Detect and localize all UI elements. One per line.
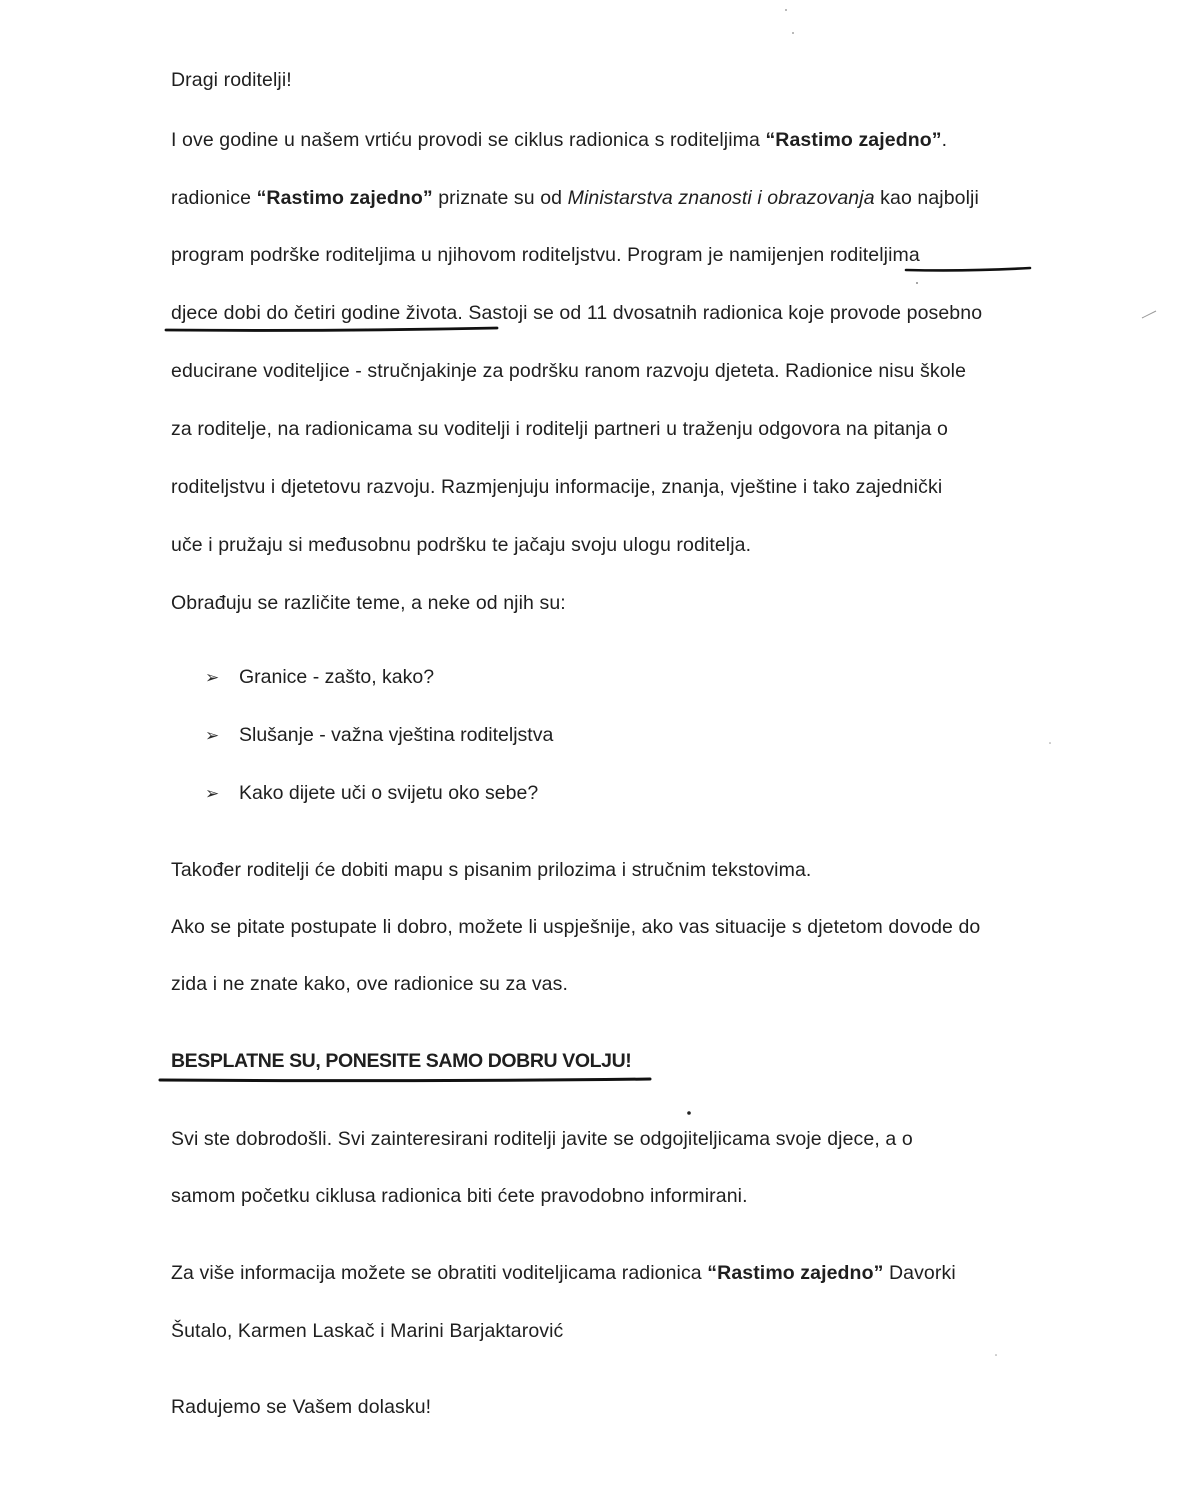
intro-line-2 [171, 186, 979, 210]
topic-item [205, 781, 538, 806]
underline-target-age [166, 328, 497, 330]
intro-line-3: program podrške roditeljima u njihovom roditeljstvu. Program je namijenjen roditeljima [171, 244, 920, 266]
invitation-line-1: Ako se pitate postupate li dobro, možete li uspješnije, ako vas situacije s djetetom dovode do [171, 916, 981, 938]
contact-line-1 [171, 1261, 956, 1285]
scan-speck [1142, 311, 1156, 318]
welcome-line-2: samom početku ciklusa radionica biti ćete pravodobno informirani. [171, 1185, 748, 1207]
closing: Radujemo se Vašem dolasku! [171, 1396, 432, 1418]
intro-text: I ove godine u našem vrtiću provodi se ciklus radionica s roditeljima [171, 129, 766, 151]
intro-text: kao najbolji [874, 187, 979, 209]
program-name: “Rastimo zajedno” [256, 187, 433, 209]
program-name: “Rastimo zajedno” [765, 129, 942, 151]
program-name: “Rastimo zajedno” [707, 1262, 884, 1284]
contact-line-2: Šutalo, Karmen Laskač i Marini Barjaktarović [171, 1320, 564, 1342]
greeting: Dragi roditelji! [171, 68, 292, 91]
welcome-line-1: Svi ste dobrodošli. Svi zainteresirani roditelji javite se odgojiteljicama svoje djece, a o [171, 1128, 913, 1150]
intro-text: radionice [171, 187, 257, 209]
intro-text: Sastoji se od 11 dvosatnih radionica koje provode posebno [462, 302, 983, 324]
scan-speck [1049, 742, 1051, 744]
intro-line-7: roditeljstvu i djetetovu razvoju. Razmjenjuju informacije, znanja, vještine i tako zajednički [171, 476, 943, 498]
free-heading: BESPLATNE SU, PONESITE SAMO DOBRU VOLJU! [171, 1050, 632, 1072]
topic-text: Slušanje - važna vještina roditeljstva [239, 724, 554, 746]
topic-text: Kako dijete uči o svijetu oko sebe? [239, 782, 539, 804]
underline-free-heading [160, 1079, 650, 1081]
scan-speck [687, 1111, 691, 1115]
ministry-name: Ministarstva znanosti i obrazovanja [567, 187, 875, 209]
intro-line-6: za roditelje, na radionicama su voditelji i roditelji partneri u traženju odgovora na pitanja o [171, 418, 948, 440]
topic-item [205, 723, 553, 748]
intro-line-8: uče i pružaju si međusobnu podršku te jačaju svoju ulogu roditelja. [171, 534, 752, 556]
materials-note: Također roditelji će dobiti mapu s pisanim prilozima i stručnim tekstovima. [171, 859, 812, 881]
target-age-text: djece dobi do četiri godine života. [171, 302, 463, 324]
contact-text: Za više informacija možete se obratiti voditeljicama radionica [171, 1262, 708, 1284]
intro-line-4 [171, 301, 982, 325]
topic-text: Granice - zašto, kako? [239, 666, 435, 688]
scan-speck [916, 282, 918, 284]
scan-speck [995, 1354, 997, 1356]
scan-speck [792, 32, 794, 34]
scan-speck [785, 9, 787, 11]
invitation-line-2: zida i ne znate kako, ove radionice su za vas. [171, 973, 568, 995]
intro-line-5: educirane voditeljice - stručnjakinje za podršku ranom razvoju djeteta. Radionice nisu škole [171, 360, 967, 382]
topics-intro: Obrađuju se različite teme, a neke od njih su: [171, 592, 566, 614]
underline-roditeljima [906, 268, 1030, 270]
intro-line-1 [171, 128, 947, 152]
topic-item [205, 665, 434, 690]
arrow-bullet-icon: ➢ [205, 668, 220, 687]
intro-text: priznate su od [432, 187, 568, 209]
contact-text: Davorki [883, 1262, 956, 1284]
intro-text: . [941, 129, 948, 151]
arrow-bullet-icon: ➢ [205, 726, 220, 745]
arrow-bullet-icon: ➢ [205, 784, 220, 803]
